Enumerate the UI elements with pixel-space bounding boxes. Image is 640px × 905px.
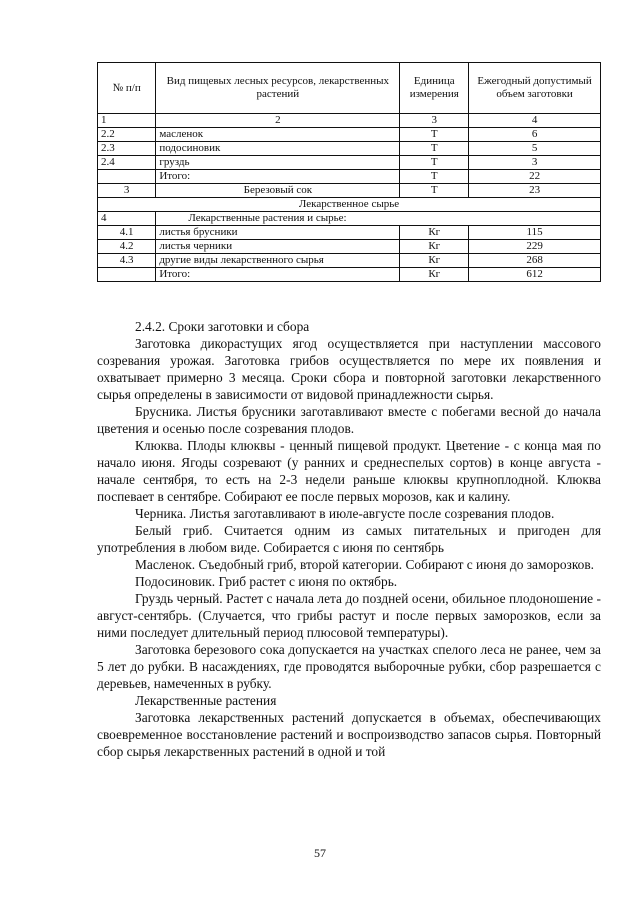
row-volume: 6 xyxy=(469,128,601,142)
row-number: 2.4 xyxy=(98,156,156,170)
row-number xyxy=(98,170,156,184)
row-unit: Кг xyxy=(400,240,469,254)
col-number-2: 2 xyxy=(156,114,400,128)
row-volume: 268 xyxy=(469,254,601,268)
paragraph: Заготовка дикорастущих ягод осуществляется при наступлении массового созревания урожая. Заготовка грибов осуществляется по мере их появления и охватывает примерно 3 месяца. Сроки сбора и повторной заготовки лекарственного сырья определены в зависимости от видовой принадлежности сырья. xyxy=(97,336,601,402)
row-name: листья черники xyxy=(156,240,400,254)
paragraph: Заготовка лекарственных растений допускается в объемах, обеспечивающих своевременное восстановление растений и воспроизводство запасов сырья. Повторный сбор сырья лекарственных растений в одной и той xyxy=(97,710,601,759)
paragraph: Масленок. Съедобный гриб, второй категории. Собирают с июня до заморозков. xyxy=(135,557,595,572)
table-row xyxy=(98,226,601,240)
row-number: 3 xyxy=(98,184,156,198)
row-number: 4.3 xyxy=(98,254,156,268)
body-text xyxy=(97,318,601,760)
row-number xyxy=(98,268,156,282)
table-subheader-row xyxy=(98,212,601,226)
header-resource-type: Вид пищевых лесных ресурсов, лекарственных растений xyxy=(156,63,400,114)
row-number: 4.2 xyxy=(98,240,156,254)
resources-table xyxy=(97,62,601,282)
row-volume: 5 xyxy=(469,142,601,156)
page-number: 57 xyxy=(314,846,326,860)
table-row-total xyxy=(98,268,601,282)
row-name: Итого: xyxy=(156,268,400,282)
row-volume: 23 xyxy=(469,184,601,198)
row-unit: Т xyxy=(400,170,469,184)
row-name: Лекарственные растения и сырье: xyxy=(156,212,601,226)
row-unit: Т xyxy=(400,184,469,198)
row-unit: Кг xyxy=(400,254,469,268)
row-volume: 229 xyxy=(469,240,601,254)
row-unit: Т xyxy=(400,156,469,170)
row-unit: Т xyxy=(400,128,469,142)
header-number: № п/п xyxy=(98,63,156,114)
section-medicinal-raw-materials: Лекарственное сырье xyxy=(98,198,601,212)
header-annual-volume: Ежегодный допустимый объем заготовки xyxy=(469,63,601,114)
row-volume: 22 xyxy=(469,170,601,184)
paragraph: Черника. Листья заготавливают в июле-августе после созревания плодов. xyxy=(135,506,555,521)
row-volume: 115 xyxy=(469,226,601,240)
paragraph: Белый гриб. Считается одним из самых питательных и пригоден для употребления в любом виде. Собирается с июня по сентябрь xyxy=(97,523,601,555)
header-unit: Единица измерения xyxy=(400,63,469,114)
table-row xyxy=(98,240,601,254)
row-name: Итого: xyxy=(156,170,400,184)
row-unit: Кг xyxy=(400,226,469,240)
row-name: Березовый сок xyxy=(156,184,400,198)
table-row xyxy=(98,128,601,142)
col-number-3: 3 xyxy=(400,114,469,128)
row-unit: Кг xyxy=(400,268,469,282)
table-row-birch-sap xyxy=(98,184,601,198)
table-number-row xyxy=(98,114,601,128)
row-number: 2.3 xyxy=(98,142,156,156)
row-volume: 3 xyxy=(469,156,601,170)
subheading: Лекарственные растения xyxy=(135,693,277,708)
col-number-1: 1 xyxy=(98,114,156,128)
table-row xyxy=(98,156,601,170)
paragraph: Клюква. Плоды клюквы - ценный пищевой продукт. Цветение - с конца мая по начало июня. Ягоды созревают (у ранних и среднеспелых сортов) в конце августа - начале сентября, то есть на 2-3 недели раньше клюквы крупноплодной. Клюква поспевает в сентябре. Собирают ее после первых морозов, как и калину. xyxy=(97,438,601,504)
table-row-subtotal xyxy=(98,170,601,184)
row-unit: Т xyxy=(400,142,469,156)
table-header-row xyxy=(98,63,601,114)
row-number: 4.1 xyxy=(98,226,156,240)
paragraph: Брусника. Листья брусники заготавливают вместе с побегами весной до начала цветения и осенью после созревания плодов. xyxy=(97,404,601,436)
section-heading: 2.4.2. Сроки заготовки и сбора xyxy=(135,319,310,334)
row-name: листья брусники xyxy=(156,226,400,240)
row-name: груздь xyxy=(156,156,400,170)
row-name: другие виды лекарственного сырья xyxy=(156,254,400,268)
paragraph: Подосиновик. Гриб растет с июня по октябрь. xyxy=(135,574,398,589)
table-row xyxy=(98,142,601,156)
paragraph: Груздь черный. Растет с начала лета до поздней осени, обильное плодоношение - август-сентябрь. (Случается, что грибы растут и после первых заморозков, если за ними последует длительный период плюсовой температуры). xyxy=(97,591,601,640)
row-name: масленок xyxy=(156,128,400,142)
table-section-row xyxy=(98,198,601,212)
row-number: 2.2 xyxy=(98,128,156,142)
table-row xyxy=(98,254,601,268)
row-name: подосиновик xyxy=(156,142,400,156)
row-volume: 612 xyxy=(469,268,601,282)
col-number-4: 4 xyxy=(469,114,601,128)
row-number: 4 xyxy=(98,212,156,226)
paragraph: Заготовка березового сока допускается на участках спелого леса не ранее, чем за 5 лет до рубки. В насаждениях, где проводятся выборочные рубки, сбор разрешается с деревьев, намеченных в рубку. xyxy=(97,642,601,691)
